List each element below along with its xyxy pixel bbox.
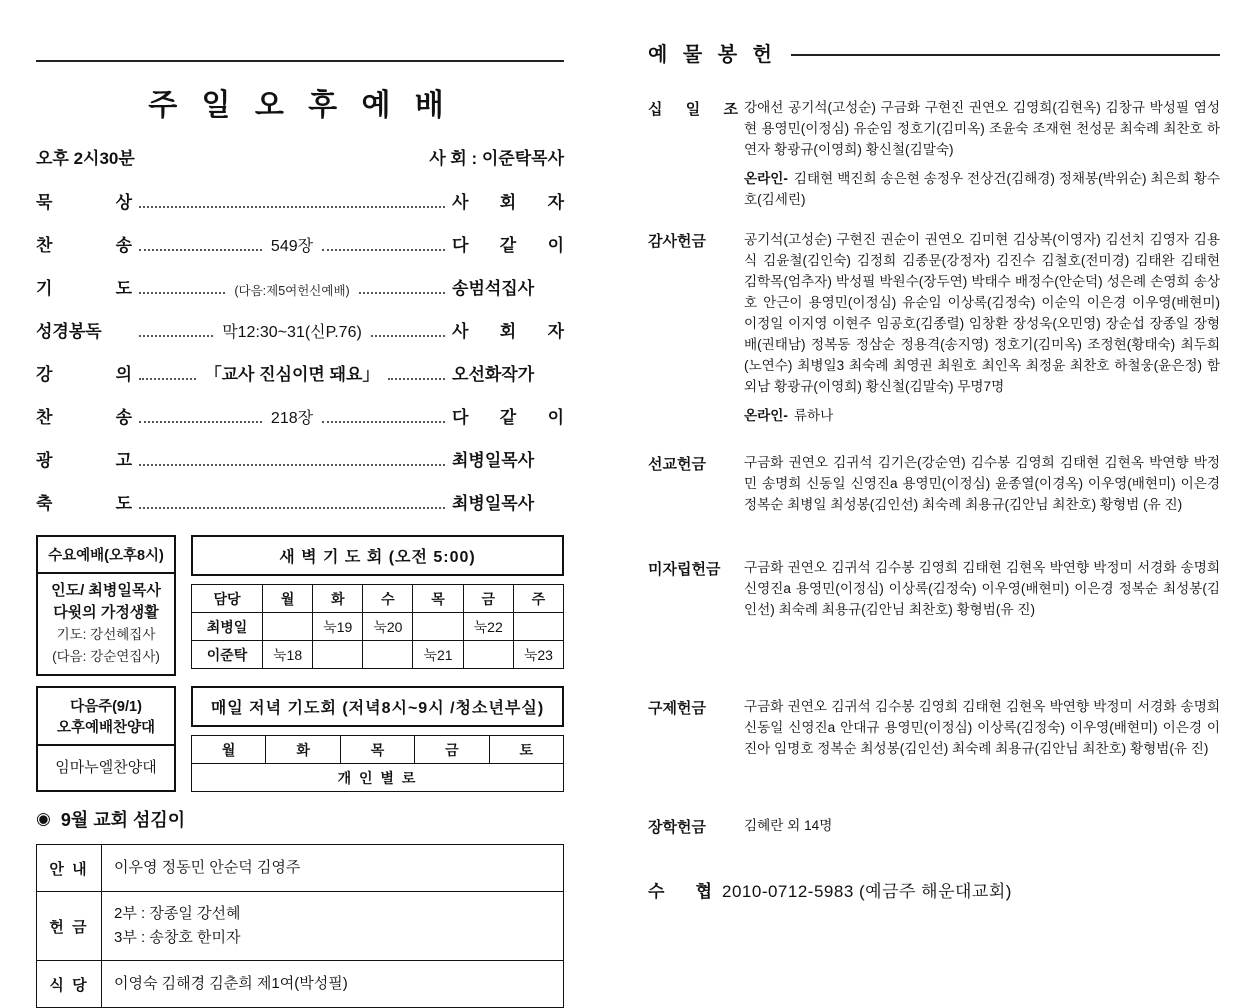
dot-leader xyxy=(322,249,445,251)
dawn-prayer-table xyxy=(191,584,564,669)
serving-row xyxy=(37,892,564,961)
online-names: 류하나 xyxy=(793,408,834,423)
dawn-cell xyxy=(513,613,563,641)
wednesday-topic: 다윗의 가정생활 xyxy=(53,604,159,621)
bank-account-number: 2010-0712-5983 (예금주 해운대교회) xyxy=(722,882,1012,901)
serving-row-label: 헌 금 xyxy=(37,892,102,961)
service-time: 오후 2시30분 xyxy=(36,149,135,168)
dawn-cell: 눅23 xyxy=(513,641,563,669)
order-of-service xyxy=(36,191,564,514)
offering-label: 선교헌금 xyxy=(648,456,706,473)
offering-names: 김혜란 외 14명 xyxy=(744,818,833,833)
dawn-row xyxy=(192,641,564,669)
dot-leader xyxy=(139,249,262,251)
offering-label: 구제헌금 xyxy=(648,700,706,717)
serving-row-value xyxy=(102,961,564,1008)
dawn-cell: 눅21 xyxy=(413,641,463,669)
evening-span-cell: 개 인 별 로 xyxy=(192,764,564,792)
offering-body xyxy=(744,815,1220,837)
offering-label: 미자립헌금 xyxy=(648,561,721,578)
offering-label: 십 일 조 xyxy=(648,101,738,118)
evening-prayer-title: 매일 저녁 기도회 (저녁8시~9시 /청소년부실) xyxy=(191,686,564,727)
dot-leader xyxy=(322,421,445,423)
offering-section-relief xyxy=(648,696,1220,759)
offerings-heading: 예 물 봉 헌 xyxy=(648,44,777,66)
order-item-by: 최병일목사 xyxy=(452,451,535,470)
serving-row-label: 안 내 xyxy=(37,845,102,892)
next-week-service: 오후예배찬양대 xyxy=(56,720,156,736)
dawn-prayer-title: 새 벽 기 도 회 (오전 5:00) xyxy=(191,535,564,576)
order-row xyxy=(36,492,564,514)
wednesday-next-prayer: (다음: 강순연집사) xyxy=(52,649,160,664)
dawn-col-header: 주 xyxy=(513,585,563,613)
order-row xyxy=(36,277,564,299)
serving-names: 이우영 정동민 안순덕 김영주 xyxy=(114,859,301,876)
order-item-by: 사 회 자 xyxy=(452,322,565,341)
bank-account-row xyxy=(648,877,1220,902)
offering-section-support xyxy=(648,557,1220,620)
order-item-by: 최병일목사 xyxy=(452,494,535,513)
offering-names: 구금화 권연오 김귀석 김수봉 김영희 김태현 김현옥 박연향 박정미 서경화 송명희 신동일 신영진a 안대규 용영민(이정심) 이상록(김정숙) 이우영(배현미) 이은경 이진아 임명호 정복순 최성봉(김인선) 최숙례 최용규(김안님 최찬호) 황형범(유 진) xyxy=(744,699,1220,756)
order-row xyxy=(36,406,564,428)
order-item-by: 다 같 이 xyxy=(452,236,564,255)
order-row xyxy=(36,234,564,256)
offering-label: 감사헌금 xyxy=(648,233,706,250)
wednesday-box-header: 수요예배(오후8시) xyxy=(38,537,174,574)
serving-names: 3부 : 송창호 한미자 xyxy=(114,929,241,946)
schedule-grid xyxy=(36,535,564,792)
order-item-label: 강 의 xyxy=(36,365,132,384)
wednesday-leader: 인도/ 최병일목사 xyxy=(51,582,161,599)
dawn-cell xyxy=(313,641,363,669)
dawn-col-header: 화 xyxy=(313,585,363,613)
serving-row xyxy=(37,845,564,892)
online-line xyxy=(744,405,1220,426)
dot-leader xyxy=(388,378,445,380)
dawn-cell: 눅20 xyxy=(363,613,413,641)
next-week-date: 다음주(9/1) xyxy=(70,699,142,715)
offering-label: 장학헌금 xyxy=(648,819,706,836)
evening-col-header: 금 xyxy=(415,736,489,764)
order-item-by: 사 회 자 xyxy=(452,193,564,212)
dot-leader xyxy=(139,464,445,466)
order-row xyxy=(36,363,564,385)
dawn-cell: 이준탁 xyxy=(192,641,263,669)
right-column xyxy=(648,38,1220,902)
serving-row-label: 식 당 xyxy=(37,961,102,1008)
left-column xyxy=(36,60,564,1008)
dawn-col-header: 수 xyxy=(363,585,413,613)
order-row xyxy=(36,320,564,342)
dawn-cell: 눅22 xyxy=(463,613,513,641)
order-item-label: 광 고 xyxy=(36,451,132,470)
order-item-label: 찬 송 xyxy=(36,408,132,427)
next-week-choir-box xyxy=(36,686,176,792)
dot-leader xyxy=(139,292,225,294)
offering-section-scholarship xyxy=(648,815,1220,837)
wednesday-service-box xyxy=(36,535,176,676)
online-prefix: 온라인- xyxy=(744,408,788,423)
order-item-by: 다 같 이 xyxy=(452,408,564,427)
dawn-col-header: 목 xyxy=(413,585,463,613)
dot-leader xyxy=(359,292,445,294)
order-item-label: 묵 상 xyxy=(36,193,132,212)
evening-col-header: 화 xyxy=(266,736,340,764)
order-row xyxy=(36,449,564,471)
next-week-box-header xyxy=(38,688,174,746)
serving-names: 이영숙 김해경 김춘희 제1여(박성필) xyxy=(114,975,348,992)
serving-heading: 9월 교회 섬김이 xyxy=(60,810,186,830)
offering-section-mission xyxy=(648,452,1220,515)
evening-span-row xyxy=(192,764,564,792)
offering-section-tithe xyxy=(648,97,1220,210)
offering-body xyxy=(744,97,1220,210)
serving-table xyxy=(36,844,564,1008)
order-item-by: 오선화작가 xyxy=(452,365,535,384)
dawn-cell xyxy=(263,613,313,641)
offering-body xyxy=(744,229,1220,426)
evening-col-header: 목 xyxy=(340,736,414,764)
online-prefix: 온라인- xyxy=(744,171,788,186)
dawn-col-header: 금 xyxy=(463,585,513,613)
offering-body xyxy=(744,557,1220,620)
offering-body xyxy=(744,452,1220,515)
dawn-cell: 최병일 xyxy=(192,613,263,641)
heading-rule xyxy=(791,54,1220,56)
offering-section-thanks xyxy=(648,229,1220,426)
choir-name: 임마누엘찬양대 xyxy=(55,759,157,776)
dawn-col-header: 월 xyxy=(263,585,313,613)
order-item-by: 송범석집사 xyxy=(452,279,535,298)
dawn-cell xyxy=(413,613,463,641)
serving-row-value xyxy=(102,845,564,892)
evening-header-row xyxy=(192,736,564,764)
order-item-label: 축 도 xyxy=(36,494,132,513)
offering-body xyxy=(744,696,1220,759)
dawn-header-row xyxy=(192,585,564,613)
order-row xyxy=(36,191,564,213)
serving-row-value xyxy=(102,892,564,961)
dot-leader xyxy=(371,335,445,337)
dot-leader xyxy=(139,335,213,337)
dawn-cell: 눅19 xyxy=(313,613,363,641)
order-item-detail: 「교사 진심이면 돼요」 xyxy=(204,365,380,384)
evening-col-header: 토 xyxy=(489,736,563,764)
offerings-heading-row xyxy=(648,38,1220,67)
next-week-box-body xyxy=(38,746,174,790)
dawn-col-header: 담당 xyxy=(192,585,263,613)
service-presider: 사 회 : 이준탁목사 xyxy=(429,149,564,168)
dawn-cell xyxy=(363,641,413,669)
offering-names: 공기석(고성순) 구현진 권순이 권연오 김미현 김상복(이영자) 김선치 김영자 김용식 김윤철(김인숙) 김정희 김종문(강정자) 김진수 김철호(전미경) 김태완 김태현 김학목(엄추자) 박성필 박원수(장두연) 박태수 배정수(안순덕) 성은례 손영희 송상호 안근이 용영민(이정심) 유순임 이상록(김정숙) 이순익 이은경 이우영(배현미) 이정일 이지영 이현주 임공호(김종렬) 임창환 장성욱(오민영) 장순섭 장종일 장형배(권태남) 정복동 정삼순 정용격(송지영) 정호기(김미옥) 조정현(황태숙) 최두희(노연수) 최병일3 최숙례 최영권 최원호 최인옥 최정윤 최찬호 하철웅(윤은정) 함외남 황광규(이영희) 황신철(김말숙) 무명7명 xyxy=(744,232,1220,394)
dot-leader xyxy=(139,507,445,509)
order-item-label: 찬 송 xyxy=(36,236,132,255)
wednesday-box-body xyxy=(38,574,174,674)
top-rule xyxy=(36,60,564,62)
order-item-label: 성경봉독 xyxy=(36,322,102,341)
serving-heading-row xyxy=(36,806,564,832)
service-title: 주 일 오 후 예 배 xyxy=(148,89,452,122)
dot-leader xyxy=(139,378,196,380)
dawn-prayer-section xyxy=(191,535,564,676)
order-item-detail: 막12:30~31(신P.76) xyxy=(222,324,362,341)
order-item-detail: 218장 xyxy=(270,410,314,427)
dawn-row xyxy=(192,613,564,641)
evening-prayer-section xyxy=(191,686,564,792)
serving-row xyxy=(37,961,564,1008)
dot-leader xyxy=(139,206,445,208)
evening-prayer-table xyxy=(191,735,564,792)
dawn-cell xyxy=(463,641,513,669)
order-item-detail: (다음:제5여헌신예배) xyxy=(234,284,350,298)
wednesday-prayer: 기도: 강선혜집사 xyxy=(56,627,156,642)
time-presider-row xyxy=(36,144,564,169)
offering-names: 강애선 공기석(고성순) 구금화 구현진 권연오 김영희(김현옥) 김창규 박성필 염성현 용영민(이정심) 유순임 정호기(김미옥) 조윤숙 조재현 천성문 최숙례 최찬호 하연자 황광규(이영희) 황신철(김말숙) xyxy=(744,100,1220,157)
fisheye-bullet-icon: ◉ xyxy=(36,809,51,828)
dot-leader xyxy=(139,421,262,423)
evening-col-header: 월 xyxy=(192,736,266,764)
offering-names: 구금화 권연오 김귀석 김수봉 김영희 김태현 김현옥 박연향 박정미 서경화 송명희 신영진a 용영민(이정심) 이상록(김정숙) 이우영(배현미) 이은경 정복순 최성봉(김인선) 최숙례 최용규(김안님 최찬호) 황형범(유 진) xyxy=(744,560,1220,617)
online-line xyxy=(744,168,1220,210)
serving-names: 2부 : 장종일 강선혜 xyxy=(114,905,241,922)
offering-names: 구금화 권연오 김귀석 김기은(강순연) 김수봉 김영희 김태현 김현옥 박연향 박정민 송명희 신동일 신영진a 용영민(이정심) 윤종열(이경옥) 이우영(배현미) 이은경 정복순 최병일 최성봉(김인선) 최숙례 최용규(김안님 최찬호) 황형범 (유 진) xyxy=(744,455,1220,512)
bank-name: 수 협 xyxy=(648,882,712,901)
dawn-cell: 눅18 xyxy=(263,641,313,669)
online-names: 김태현 백진희 송은현 송정우 전상건(김해경) 정채봉(박위순) 최은희 황수호(김세린) xyxy=(744,171,1220,207)
order-item-detail: 549장 xyxy=(270,238,314,255)
order-item-label: 기 도 xyxy=(36,279,132,298)
